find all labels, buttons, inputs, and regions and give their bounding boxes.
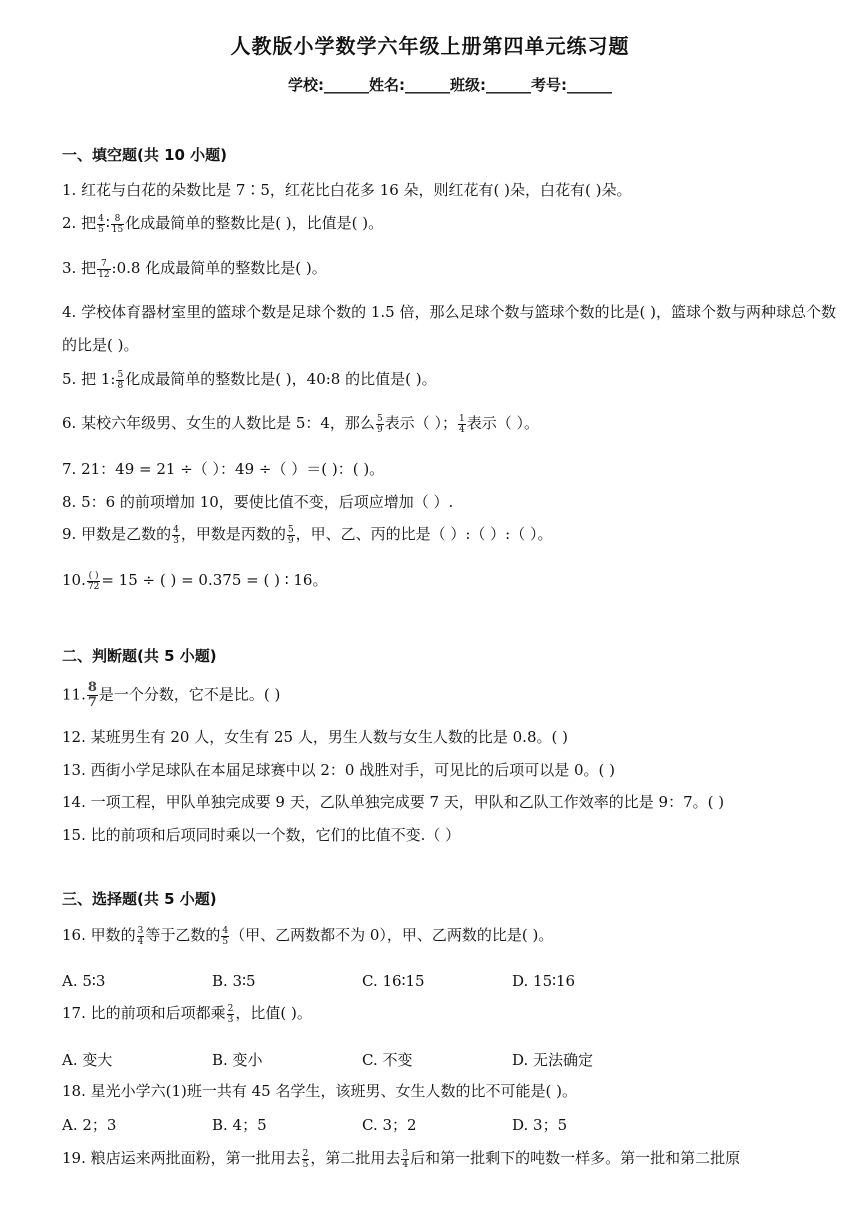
question-11 — [62, 681, 280, 710]
question-11-text-a: 11. — [62, 685, 86, 704]
fraction: $\frac{8}{15}$ — [111, 213, 124, 235]
question-13: 13. 西街小学足球队在本届足球赛中以 2：0 战胜对手，可见比的后项可以是 0。( ) — [62, 761, 616, 779]
question-17 — [62, 1003, 312, 1025]
fraction: $\frac{4}{5}$ — [98, 213, 104, 235]
option-b[interactable]: B. 4；5 — [212, 1116, 267, 1134]
option-d[interactable]: D. 无法确定 — [512, 1051, 594, 1069]
question-18: 18. 星光小学六(1)班一共有 45 名学生，该班男、女生人数的比不可能是( )。 — [62, 1082, 577, 1100]
section-multiple-choice-heading: 三、选择题(共 5 小题) — [62, 890, 217, 908]
question-9 — [62, 524, 553, 546]
question-16-text-c: （甲、乙两数都不为 0），甲、乙两数的比是( )。 — [230, 926, 554, 944]
fraction: $\frac{3}{4}$ — [137, 925, 144, 947]
question-8: 8. 5：6 的前项增加 10，要使比值不变，后项应增加（ ）. — [62, 493, 454, 511]
question-3-text-a: 3. 把 — [62, 259, 97, 277]
option-b[interactable]: B. 3∶5 — [212, 972, 256, 990]
fraction: $\frac{4}{5}$ — [222, 925, 229, 947]
question-2-text-b: 化成最简单的整数比是( )，比值是( )。 — [125, 214, 384, 232]
question-6 — [62, 413, 539, 435]
question-16-text-a: 16. 甲数的 — [62, 926, 136, 944]
question-19-text-a: 19. 粮店运来两批面粉，第一批用去 — [62, 1149, 301, 1167]
section-fill-in-heading: 一、填空题(共 10 小题) — [62, 146, 228, 164]
question-16-text-b: 等于乙数的 — [145, 926, 221, 944]
question-2 — [62, 213, 383, 235]
question-19 — [62, 1148, 740, 1170]
question-10-text-a: 10. — [62, 571, 86, 589]
fraction: $\frac{1}{4}$ — [458, 413, 465, 435]
question-2-text-a: 2. 把 — [62, 214, 97, 232]
question-6-text-b: 表示（ ）； — [384, 414, 457, 432]
fraction: $\frac{5}{8}$ — [117, 369, 124, 391]
question-1: 1. 红花与白花的朵数比是 7∶5，红花比白花多 16 朵，则红花有( )朵，白花有( )朵。 — [62, 181, 632, 199]
question-19-text-b: ，第二批用去 — [310, 1149, 401, 1167]
option-a[interactable]: A. 变大 — [62, 1051, 113, 1069]
question-17-text-b: ，比值( )。 — [235, 1004, 312, 1022]
question-6-text-c: 表示（ ）。 — [466, 414, 539, 432]
question-11-text-b: 是一个分数，它不是比。( ) — [98, 685, 281, 704]
fraction: $\frac{5}{9}$ — [376, 413, 383, 435]
question-16 — [62, 925, 553, 947]
fraction: $\frac{3}{4}$ — [402, 1148, 409, 1170]
question-12: 12. 某班男生有 20 人，女生有 25 人，男生人数与女生人数的比是 0.8。( ) — [62, 728, 568, 746]
question-6-text-a: 6. 某校六年级男、女生的人数比是 5：4，那么 — [62, 414, 375, 432]
question-17-text-a: 17. 比的前项和后项都乘 — [62, 1004, 226, 1022]
question-9-text-c: ，甲、乙、丙的比是（ ）:（ ）:（ ）。 — [295, 525, 553, 543]
question-3 — [62, 258, 327, 280]
question-4: 4. 学校体育器材室里的篮球个数是足球个数的 1.5 倍，那么足球个数与篮球个数的比是( )，篮球个数与两种球总个数的比是( )。 — [62, 303, 836, 354]
fraction: $\frac{7}{12}$ — [98, 258, 110, 280]
question-5-text-b: 化成最简单的整数比是( )，40:8 的比值是( )。 — [125, 370, 437, 388]
option-c[interactable]: C. 3；2 — [362, 1116, 417, 1134]
student-info-line: 学校:______姓名:______班级:______考号:______ — [288, 76, 612, 94]
fraction: $\frac{8}{7}$ — [87, 680, 97, 710]
section-true-false-heading: 二、判断题(共 5 小题) — [62, 647, 217, 665]
fraction: $\frac{( )}{72}$ — [87, 570, 100, 592]
option-a[interactable]: A. 2；3 — [62, 1116, 117, 1134]
question-10 — [62, 570, 327, 592]
question-10-text-b: = 15 ÷ ( ) = 0.375 = ( ) ∶ 16。 — [101, 571, 328, 589]
fraction: $\frac{2}{3}$ — [227, 1003, 234, 1025]
fraction: $\frac{5}{9}$ — [287, 524, 294, 546]
ratio-sign: ∶ — [105, 214, 110, 232]
question-15: 15. 比的前项和后项同时乘以一个数，它们的比值不变.（ ） — [62, 826, 461, 844]
option-a[interactable]: A. 5∶3 — [62, 972, 106, 990]
fraction: $\frac{2}{5}$ — [302, 1148, 309, 1170]
option-d[interactable]: D. 15∶16 — [512, 972, 576, 990]
option-c[interactable]: C. 16∶15 — [362, 972, 425, 990]
option-d[interactable]: D. 3；5 — [512, 1116, 568, 1134]
question-5 — [62, 369, 437, 391]
question-7: 7. 21：49 = 21 ÷（ ）：49 ÷（ ）＝( )：( )。 — [62, 460, 385, 478]
question-9-text-b: ，甲数是丙数的 — [180, 525, 286, 543]
question-3-text-b: :0.8 化成最简单的整数比是( )。 — [111, 259, 327, 277]
option-b[interactable]: B. 变小 — [212, 1051, 263, 1069]
question-5-text-a: 5. 把 1: — [62, 370, 116, 388]
question-14: 14. 一项工程，甲队单独完成要 9 天，乙队单独完成要 7 天，甲队和乙队工作效率的比是 9：7。( ) — [62, 793, 725, 811]
fraction: $\frac{4}{3}$ — [173, 524, 179, 546]
page-title: 人教版小学数学六年级上册第四单元练习题 — [230, 34, 630, 58]
question-9-text-a: 9. 甲数是乙数的 — [62, 525, 172, 543]
option-c[interactable]: C. 不变 — [362, 1051, 413, 1069]
question-19-text-c: 后和第一批剩下的吨数一样多。第一批和第二批原 — [410, 1149, 741, 1167]
